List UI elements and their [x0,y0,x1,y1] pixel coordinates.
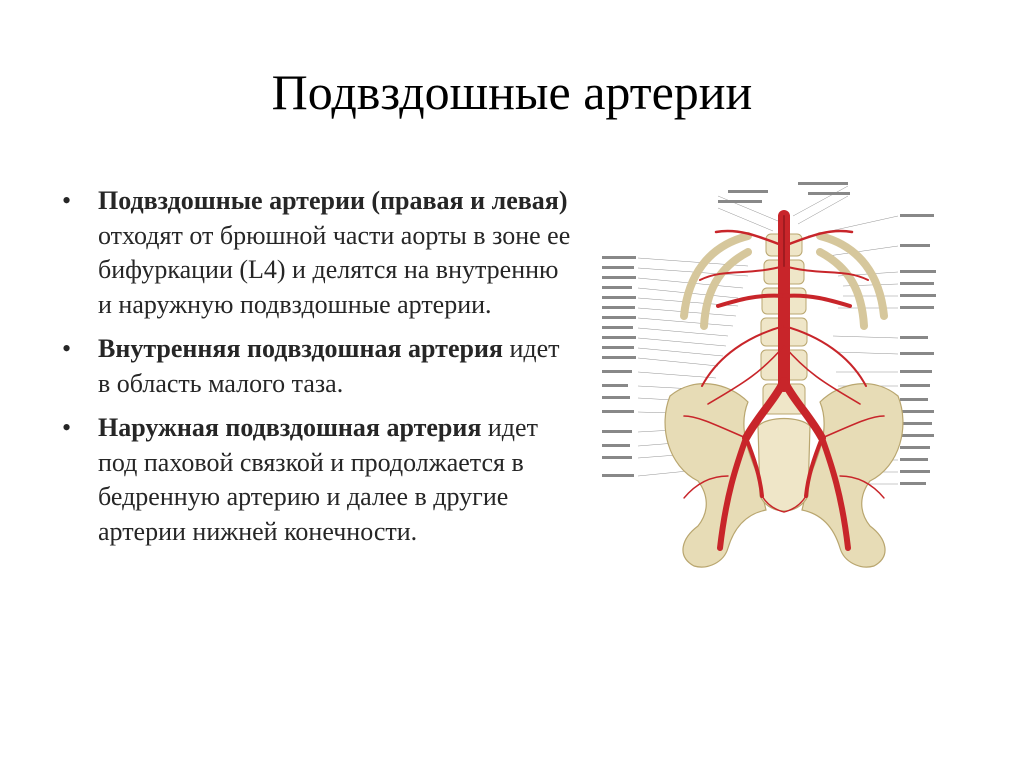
bullet-item [62,332,572,401]
bullet-bold: Наружная подвздошная артерия [98,413,482,442]
bullet-bold: Внутренняя подвздошная артерия [98,334,503,363]
bullet-dot-icon: • [62,334,72,363]
bullet-item [62,184,572,322]
bullet-list [62,184,572,559]
bullet-text: отходят от брюшной части аорты в зоне ее бифуркации (L4) и делятся на внутренню и наружную подвздошные артерии. [98,220,571,319]
bullet-item [62,411,572,549]
arteries-illustration [598,176,970,572]
bullet-dot-icon: • [62,186,72,215]
slide-title: Подвздошные артерии [271,64,753,120]
bullet-dot-icon: • [62,413,72,442]
bullet-text: идет в область малого таза. [98,334,560,398]
bullet-text: идет под паховой связкой и продолжается в бедренную артерию и далее в другие артерии нижней конечности. [98,413,538,546]
bullet-bold: Подвздошные артерии (правая и левая) [98,186,568,215]
